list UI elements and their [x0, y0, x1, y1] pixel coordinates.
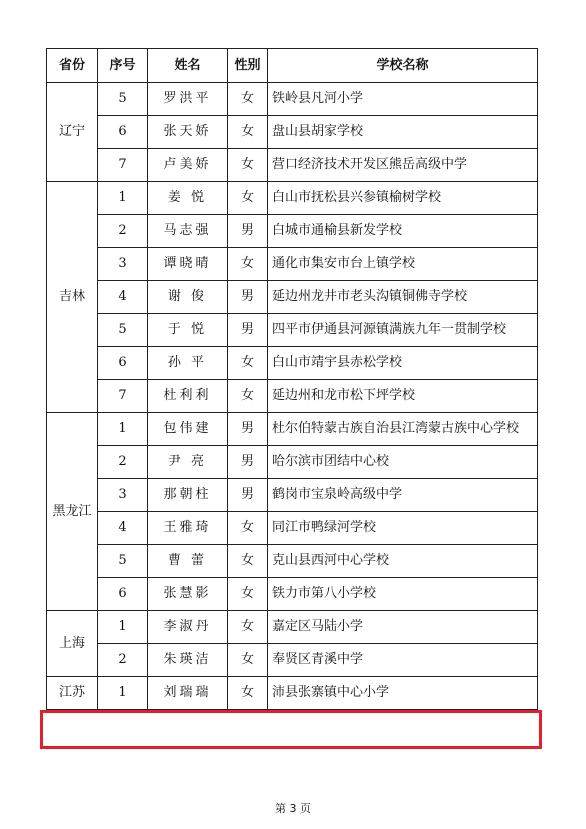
gender-cell: 女	[228, 512, 268, 545]
school-cell: 盘山县胡家学校	[268, 116, 538, 149]
school-cell: 杜尔伯特蒙古族自治县江湾蒙古族中心学校	[268, 413, 538, 446]
table-header-row	[47, 49, 538, 83]
name-cell: 张天娇	[148, 116, 228, 149]
gender-cell: 女	[228, 644, 268, 677]
seq-cell: 2	[98, 215, 148, 248]
province-cell: 江苏	[47, 677, 98, 710]
gender-cell: 女	[228, 116, 268, 149]
name-cell: 于 悦	[148, 314, 228, 347]
gender-cell: 男	[228, 479, 268, 512]
table-row	[47, 677, 538, 710]
province-cell: 吉林	[47, 182, 98, 413]
gender-cell: 女	[228, 149, 268, 182]
gender-cell: 女	[228, 248, 268, 281]
header-province: 省份	[47, 49, 98, 83]
name-cell: 曹 蕾	[148, 545, 228, 578]
name-cell: 马志强	[148, 215, 228, 248]
school-cell: 延边州龙井市老头沟镇铜佛寺学校	[268, 281, 538, 314]
school-cell: 沛县张寨镇中心小学	[268, 677, 538, 710]
seq-cell: 2	[98, 446, 148, 479]
table-row	[47, 248, 538, 281]
name-cell: 刘瑞瑞	[148, 677, 228, 710]
school-cell: 延边州和龙市松下坪学校	[268, 380, 538, 413]
seq-cell: 3	[98, 479, 148, 512]
table-row	[47, 644, 538, 677]
seq-cell: 6	[98, 116, 148, 149]
seq-cell: 7	[98, 149, 148, 182]
gender-cell: 女	[228, 677, 268, 710]
seq-cell: 5	[98, 83, 148, 116]
table-row	[47, 578, 538, 611]
seq-cell: 5	[98, 545, 148, 578]
table-row	[47, 512, 538, 545]
gender-cell: 女	[228, 578, 268, 611]
table-row	[47, 413, 538, 446]
school-cell: 白城市通榆县新发学校	[268, 215, 538, 248]
gender-cell: 女	[228, 182, 268, 215]
table-row	[47, 347, 538, 380]
seq-cell: 1	[98, 677, 148, 710]
school-cell: 铁力市第八小学校	[268, 578, 538, 611]
province-cell: 黑龙江	[47, 413, 98, 611]
name-cell: 谢 俊	[148, 281, 228, 314]
table-row	[47, 314, 538, 347]
school-cell: 同江市鸭绿河学校	[268, 512, 538, 545]
name-cell: 包伟建	[148, 413, 228, 446]
table-row	[47, 215, 538, 248]
school-cell: 营口经济技术开发区熊岳高级中学	[268, 149, 538, 182]
gender-cell: 男	[228, 446, 268, 479]
table-row	[47, 446, 538, 479]
school-cell: 奉贤区青溪中学	[268, 644, 538, 677]
school-cell: 通化市集安市台上镇学校	[268, 248, 538, 281]
school-cell: 铁岭县凡河小学	[268, 83, 538, 116]
school-cell: 嘉定区马陆小学	[268, 611, 538, 644]
province-cell: 上海	[47, 611, 98, 677]
seq-cell: 3	[98, 248, 148, 281]
gender-cell: 女	[228, 347, 268, 380]
table-row	[47, 83, 538, 116]
seq-cell: 1	[98, 611, 148, 644]
name-cell: 姜 悦	[148, 182, 228, 215]
province-cell: 辽宁	[47, 83, 98, 182]
name-cell: 谭晓晴	[148, 248, 228, 281]
name-cell: 张慧影	[148, 578, 228, 611]
table-row	[47, 116, 538, 149]
gender-cell: 女	[228, 611, 268, 644]
seq-cell: 1	[98, 182, 148, 215]
seq-cell: 2	[98, 644, 148, 677]
name-cell: 朱瑛洁	[148, 644, 228, 677]
table-row	[47, 281, 538, 314]
school-cell: 白山市靖宇县赤松学校	[268, 347, 538, 380]
name-cell: 尹 亮	[148, 446, 228, 479]
table-row	[47, 545, 538, 578]
seq-cell: 4	[98, 512, 148, 545]
header-name: 姓名	[148, 49, 228, 83]
seq-cell: 7	[98, 380, 148, 413]
gender-cell: 女	[228, 83, 268, 116]
name-cell: 杜利利	[148, 380, 228, 413]
seq-cell: 6	[98, 347, 148, 380]
name-cell: 卢美娇	[148, 149, 228, 182]
header-school: 学校名称	[268, 49, 538, 83]
gender-cell: 男	[228, 215, 268, 248]
table-row	[47, 479, 538, 512]
school-cell: 白山市抚松县兴参镇榆树学校	[268, 182, 538, 215]
table-row	[47, 611, 538, 644]
name-cell: 罗洪平	[148, 83, 228, 116]
school-cell: 克山县西河中心学校	[268, 545, 538, 578]
gender-cell: 男	[228, 413, 268, 446]
gender-cell: 女	[228, 545, 268, 578]
gender-cell: 男	[228, 281, 268, 314]
name-cell: 王雅琦	[148, 512, 228, 545]
name-cell: 孙 平	[148, 347, 228, 380]
highlight-box	[40, 710, 542, 749]
roster-table	[46, 48, 538, 710]
page-number: 第 3 页	[275, 802, 311, 815]
table-row	[47, 182, 538, 215]
name-cell: 李淑丹	[148, 611, 228, 644]
name-cell: 那朝柱	[148, 479, 228, 512]
header-seq: 序号	[98, 49, 148, 83]
seq-cell: 1	[98, 413, 148, 446]
seq-cell: 6	[98, 578, 148, 611]
table-row	[47, 380, 538, 413]
school-cell: 四平市伊通县河源镇满族九年一贯制学校	[268, 314, 538, 347]
school-cell: 鹤岗市宝泉岭高级中学	[268, 479, 538, 512]
seq-cell: 5	[98, 314, 148, 347]
gender-cell: 男	[228, 314, 268, 347]
gender-cell: 女	[228, 380, 268, 413]
table-row	[47, 149, 538, 182]
header-gender: 性别	[228, 49, 268, 83]
seq-cell: 4	[98, 281, 148, 314]
school-cell: 哈尔滨市团结中心校	[268, 446, 538, 479]
